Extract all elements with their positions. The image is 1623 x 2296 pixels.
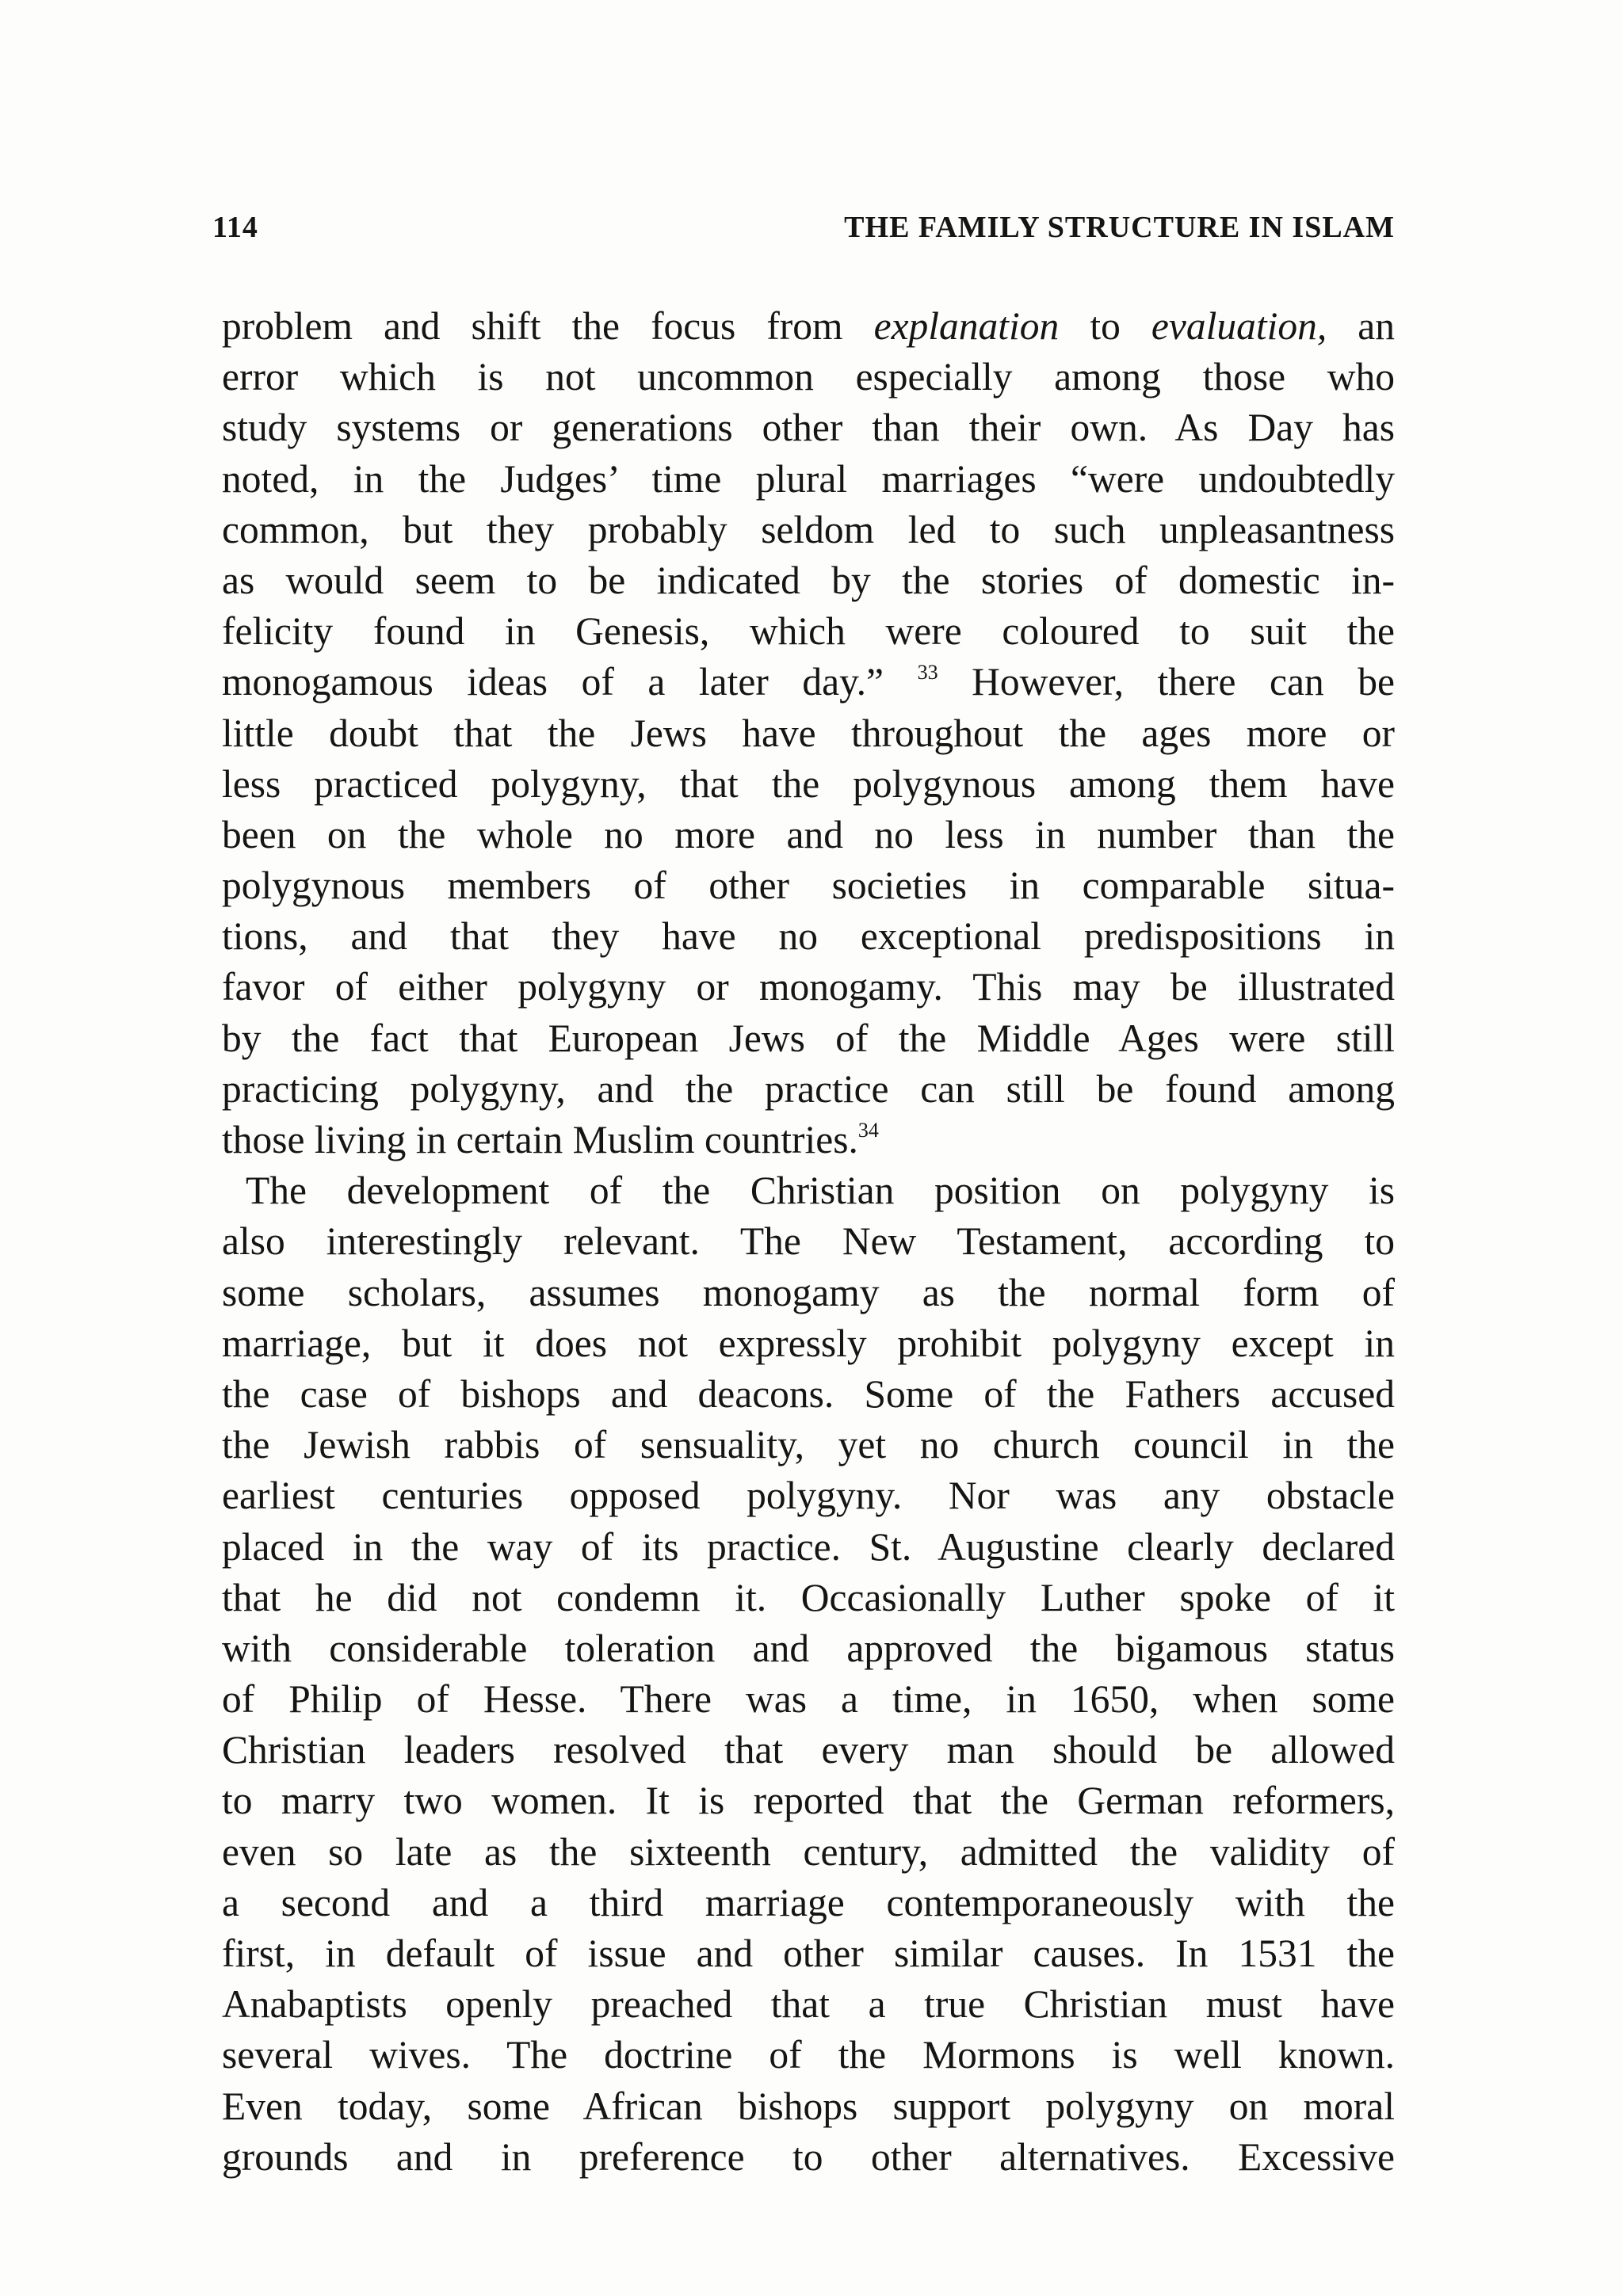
paragraph-1 <box>222 301 1395 1165</box>
text-run: to <box>1059 304 1151 348</box>
text-line: felicity found in Genesis, which were coloured to suit the <box>222 609 1395 654</box>
text-run: However, there can be <box>938 660 1395 704</box>
body-text <box>222 301 1395 2183</box>
text-line: Anabaptists openly preached that a true Christian must have <box>222 1982 1395 2027</box>
text-line: by the fact that European Jews of the Middle Ages were still <box>222 1016 1395 1060</box>
text-line: common, but they probably seldom led to such unpleasantness <box>222 507 1395 551</box>
text-line: the Jewish rabbis of sensuality, yet no church council in the <box>222 1423 1395 1467</box>
text-line: less practiced polygyny, that the polygynous among them have <box>222 761 1395 806</box>
text-line: a second and a third marriage contemporaneously with the <box>222 1880 1395 1924</box>
text-line <box>222 657 1395 707</box>
text-line: error which is not uncommon especially among those who <box>222 355 1395 399</box>
text-line: polygynous members of other societies in comparable situa- <box>222 864 1395 908</box>
text-line: first, in default of issue and other similar causes. In 1531 the <box>222 1932 1395 1975</box>
text-line: little doubt that the Jews have throughout the ages more or <box>222 711 1395 755</box>
text-line: of Philip of Hesse. There was a time, in 1650, when some <box>222 1677 1395 1722</box>
running-head <box>212 202 1395 250</box>
italic-term-explanation: explanation <box>873 304 1060 348</box>
text-line <box>222 1115 1395 1165</box>
text-line: grounds and in preference to other alternatives. Excessive <box>222 2134 1395 2179</box>
italic-term-evaluation: evaluation, <box>1151 304 1327 348</box>
text-line: to marry two women. It is reported that the German reformers, <box>222 1779 1395 1823</box>
text-line: marriage, but it does not expressly prohibit polygyny except in <box>222 1321 1395 1365</box>
text-run: those living in certain Muslim countries. <box>222 1118 858 1161</box>
text-line: noted, in the Judges’ time plural marriages “were undoubtedly <box>222 456 1395 501</box>
text-line: that he did not condemn it. Occasionally Luther spoke of it <box>222 1575 1395 1619</box>
text-run: problem and shift the focus from <box>222 304 874 348</box>
text-line: with considerable toleration and approved the bigamous status <box>222 1626 1395 1670</box>
text-run: an <box>1327 304 1395 348</box>
text-line: placed in the way of its practice. St. Augustine clearly declared <box>222 1524 1395 1569</box>
paragraph-2 <box>222 1165 1395 2183</box>
footnote-marker-34: 34 <box>857 1119 879 1142</box>
text-line: The development of the Christian position on polygyny is <box>246 1169 1395 1213</box>
text-line: as would seem to be indicated by the stories of domestic in- <box>222 558 1395 602</box>
text-line <box>222 301 1395 352</box>
text-line: earliest centuries opposed polygyny. Nor was any obstacle <box>222 1474 1395 1518</box>
text-line: been on the whole no more and no less in number than the <box>222 812 1395 856</box>
text-line: tions, and that they have no exceptional predispositions in <box>222 914 1395 959</box>
text-line: Even today, some African bishops support polygyny on moral <box>222 2084 1395 2128</box>
text-line: favor of either polygyny or monogamy. This may be illustrated <box>222 965 1395 1009</box>
text-line: several wives. The doctrine of the Mormons is well known. <box>222 2033 1395 2077</box>
page-number: 114 <box>212 211 258 244</box>
text-line: Christian leaders resolved that every man should be allowed <box>222 1728 1395 1772</box>
text-line: study systems or generations other than their own. As Day has <box>222 406 1395 450</box>
footnote-marker-33: 33 <box>917 661 938 685</box>
running-title: THE FAMILY STRUCTURE IN ISLAM <box>844 211 1395 244</box>
text-line: the case of bishops and deacons. Some of the Fathers accused <box>222 1371 1395 1416</box>
text-line: some scholars, assumes monogamy as the normal form of <box>222 1270 1395 1314</box>
text-line: also interestingly relevant. The New Testament, according to <box>222 1219 1395 1264</box>
text-line: practicing polygyny, and the practice can still be found among <box>222 1066 1395 1111</box>
text-line: even so late as the sixteenth century, admitted the validity of <box>222 1829 1395 1874</box>
text-run: monogamous ideas of a later day.” <box>222 660 918 704</box>
